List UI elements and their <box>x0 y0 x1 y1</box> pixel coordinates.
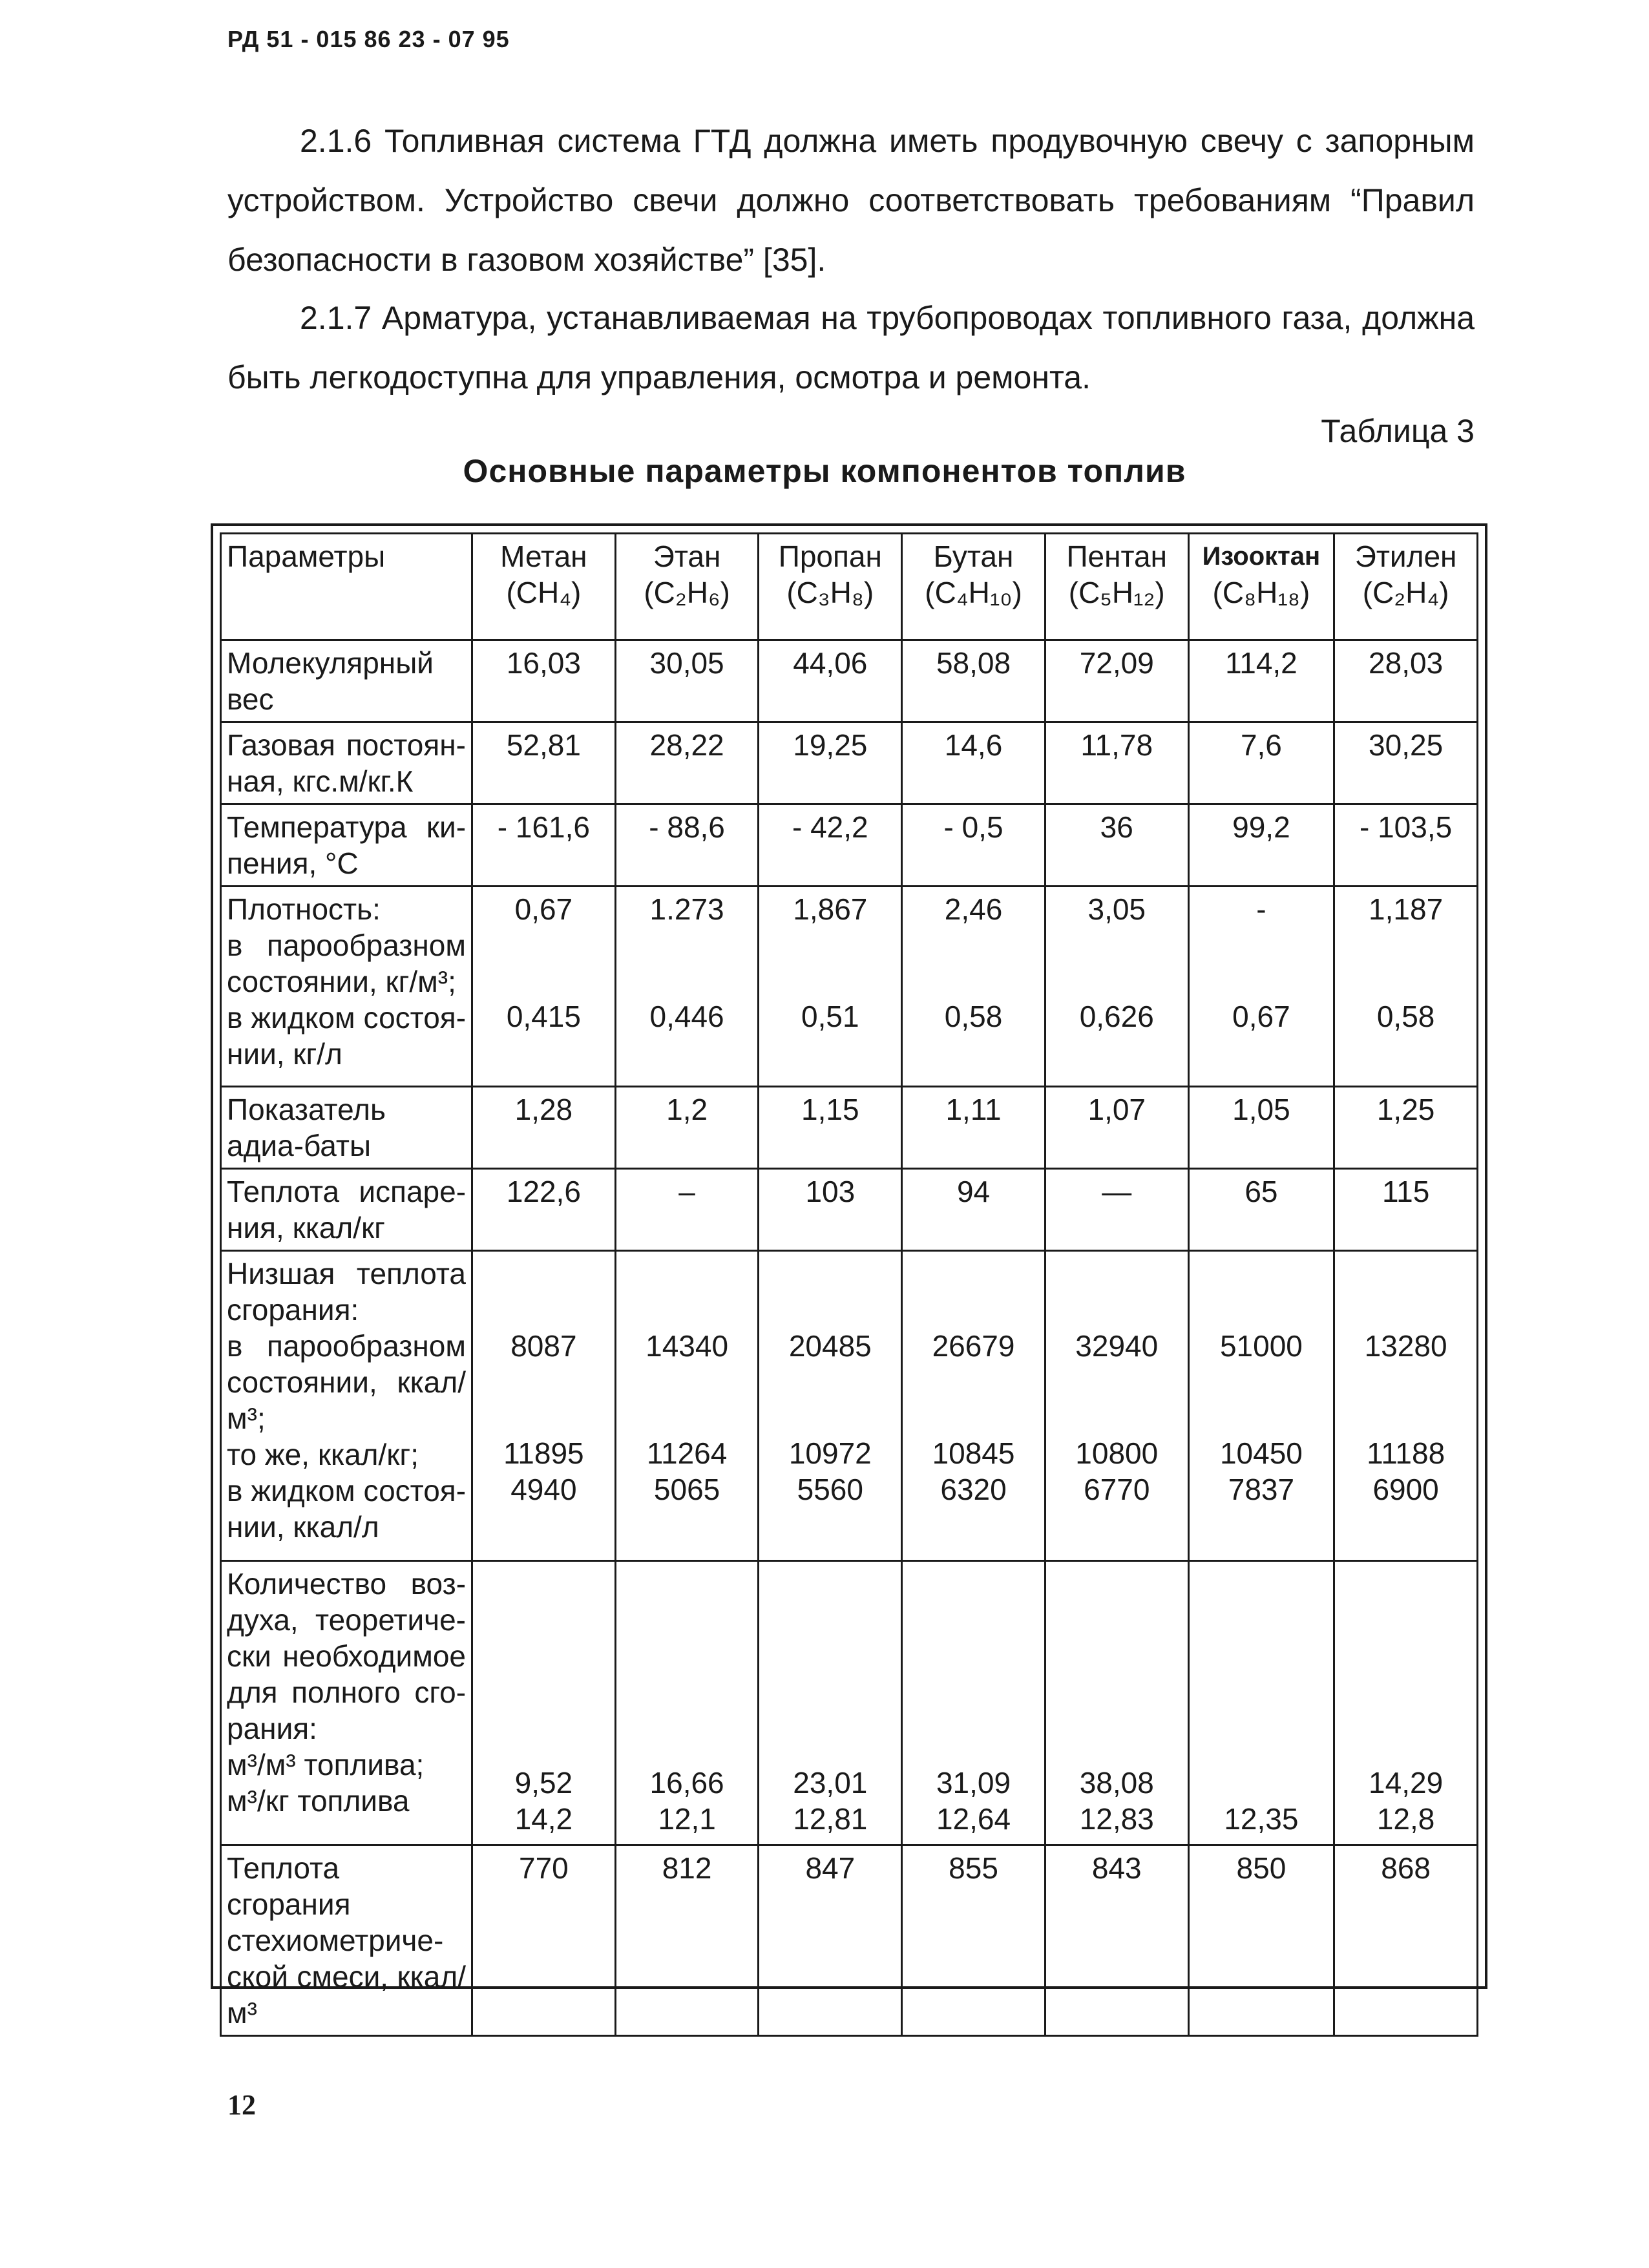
value-cell <box>1188 1087 1334 1169</box>
value-cell <box>1334 640 1478 722</box>
value-cell <box>759 1169 902 1251</box>
row-label-line: Теплота испаре-ния, ккал/кг <box>227 1175 467 1244</box>
cell-value: - 103,5 <box>1360 810 1453 844</box>
column-header-isooctane <box>1188 534 1334 640</box>
cell-value: 1,07 <box>1087 1093 1146 1126</box>
cell-value: 850 <box>1236 1851 1287 1885</box>
cell-value: 28,22 <box>649 728 724 762</box>
cell-value: 3,05 <box>1087 892 1146 926</box>
value-cell <box>472 1169 616 1251</box>
row-label-line: Показатель адиа-баты <box>227 1093 386 1162</box>
table-row <box>221 1845 1478 2036</box>
cell-value: 6770 <box>1084 1473 1150 1506</box>
row-label-line: Количество воз-духа, теоретиче-ски необходимое для полного сго-рания: <box>227 1567 467 1745</box>
value-cell <box>1045 1169 1188 1251</box>
cell-value: 12,35 <box>1224 1802 1299 1836</box>
column-header-propane <box>759 534 902 640</box>
value-cell <box>615 1845 759 2036</box>
cell-value: 12,64 <box>936 1802 1011 1836</box>
cell-value: 14,6 <box>944 728 1003 762</box>
cell-value: 12,83 <box>1079 1802 1154 1836</box>
row-label-cell <box>221 1845 472 2036</box>
cell-value: 0,67 <box>514 892 573 926</box>
value-cell <box>902 1251 1045 1561</box>
cell-value: 14340 <box>646 1329 729 1363</box>
cell-value: 7,6 <box>1240 728 1282 762</box>
column-name: Этилен <box>1354 540 1457 573</box>
column-name: Пентан <box>1066 540 1168 573</box>
value-cell <box>472 640 616 722</box>
cell-value: 23,01 <box>793 1766 868 1800</box>
table-body <box>221 640 1478 2036</box>
column-header-pentane <box>1045 534 1188 640</box>
cell-value: 31,09 <box>936 1766 1011 1800</box>
value-cell <box>1334 722 1478 804</box>
cell-value: 2,46 <box>944 892 1003 926</box>
row-label-cell <box>221 804 472 887</box>
table-row <box>221 1169 1478 1251</box>
cell-value: 10450 <box>1219 1436 1303 1470</box>
table-caption: Таблица 3 <box>1321 413 1475 449</box>
cell-value: 9,52 <box>514 1766 573 1800</box>
value-cell <box>472 804 616 887</box>
document-code: РД 51 - 015 86 23 - 07 95 <box>227 26 510 52</box>
value-cell <box>1045 1561 1188 1845</box>
column-name: Этан <box>653 540 721 573</box>
page-number: 12 <box>227 2089 256 2121</box>
cell-value: 11895 <box>503 1436 584 1470</box>
cell-value: 16,66 <box>649 1766 724 1800</box>
cell-value: 12,8 <box>1376 1802 1435 1836</box>
fuel-parameters-table <box>220 532 1478 2037</box>
cell-value: 103 <box>805 1175 856 1208</box>
value-cell <box>1334 1087 1478 1169</box>
cell-value: 0,67 <box>1232 1000 1290 1033</box>
column-header-ethane <box>615 534 759 640</box>
cell-value: 20485 <box>788 1329 872 1363</box>
value-cell <box>472 1561 616 1845</box>
cell-value: 6320 <box>940 1473 1007 1506</box>
row-label-line: то же, ккал/кг; <box>227 1438 419 1471</box>
value-cell <box>1188 1251 1334 1561</box>
cell-value: 32940 <box>1075 1329 1159 1363</box>
cell-value: - 0,5 <box>943 810 1003 844</box>
value-cell <box>1045 640 1188 722</box>
cell-value: 94 <box>956 1175 991 1208</box>
cell-value: – <box>678 1175 695 1208</box>
cell-value: 0,626 <box>1079 1000 1154 1033</box>
cell-value: 0,51 <box>801 1000 859 1033</box>
cell-value: 13280 <box>1364 1329 1447 1363</box>
cell-value: 843 <box>1091 1851 1142 1885</box>
row-label-cell <box>221 722 472 804</box>
cell-value: 0,58 <box>1376 1000 1435 1033</box>
row-label-line: в парообразном состоянии, кг/м³; <box>227 929 467 998</box>
cell-value: 51000 <box>1219 1329 1303 1363</box>
cell-value: 1,05 <box>1232 1093 1290 1126</box>
value-cell <box>1188 887 1334 1087</box>
cell-value: 1,25 <box>1376 1093 1435 1126</box>
cell-value: 1,187 <box>1369 892 1444 926</box>
table-row <box>221 722 1478 804</box>
cell-value: 44,06 <box>793 646 868 680</box>
value-cell <box>615 640 759 722</box>
row-label-line: Газовая постоян-ная, кгс.м/кг.К <box>227 728 467 798</box>
column-formula: (C₅H₁₂) <box>1068 576 1165 609</box>
value-cell <box>759 640 902 722</box>
cell-value: 8087 <box>510 1329 577 1363</box>
cell-value: 99,2 <box>1232 810 1290 844</box>
cell-value: 38,08 <box>1079 1766 1154 1800</box>
value-cell <box>472 1251 616 1561</box>
cell-value: 1,15 <box>801 1093 859 1126</box>
value-cell <box>1188 640 1334 722</box>
value-cell <box>1334 887 1478 1087</box>
row-label-cell <box>221 1087 472 1169</box>
value-cell <box>759 804 902 887</box>
value-cell <box>902 1845 1045 2036</box>
column-header-ethylene <box>1334 534 1478 640</box>
value-cell <box>615 1087 759 1169</box>
cell-value: 0,446 <box>649 1000 724 1033</box>
value-cell <box>1045 804 1188 887</box>
value-cell <box>615 1561 759 1845</box>
cell-value: 11,78 <box>1080 728 1153 762</box>
cell-value: 65 <box>1245 1175 1278 1208</box>
value-cell <box>615 722 759 804</box>
column-header-parameters <box>221 534 472 640</box>
value-cell <box>472 1845 616 2036</box>
value-cell <box>902 1561 1045 1845</box>
column-formula: (C₄H₁₀) <box>925 576 1022 609</box>
value-cell <box>1334 1845 1478 2036</box>
cell-value: 14,29 <box>1369 1766 1444 1800</box>
value-cell <box>902 640 1045 722</box>
value-cell <box>759 1087 902 1169</box>
value-cell <box>1188 1169 1334 1251</box>
cell-value: 28,03 <box>1369 646 1444 680</box>
column-formula: (CH₄) <box>506 576 582 609</box>
cell-value <box>1195 1765 1329 1801</box>
row-label-cell <box>221 1251 472 1561</box>
value-cell <box>1334 804 1478 887</box>
cell-value: 812 <box>662 1851 712 1885</box>
table-row <box>221 1087 1478 1169</box>
row-label-line: м³/м³ топлива; <box>227 1748 425 1781</box>
row-label-line: Молекулярный вес <box>227 646 434 716</box>
value-cell <box>615 887 759 1087</box>
value-cell <box>1045 722 1188 804</box>
cell-value: 855 <box>949 1851 998 1885</box>
cell-value: 5560 <box>797 1473 863 1506</box>
column-formula: (C₂H₄) <box>1362 576 1449 609</box>
value-cell <box>759 887 902 1087</box>
cell-value: 26679 <box>932 1329 1015 1363</box>
cell-value: 52,81 <box>506 728 581 762</box>
column-name: Пропан <box>778 540 882 573</box>
table-header-row <box>221 534 1478 640</box>
cell-value: 12,81 <box>793 1802 868 1836</box>
column-name: Метан <box>500 540 587 573</box>
row-label-cell <box>221 640 472 722</box>
cell-value: 10800 <box>1075 1436 1159 1470</box>
value-cell <box>615 804 759 887</box>
cell-value: 0,58 <box>944 1000 1003 1033</box>
value-cell <box>1188 804 1334 887</box>
column-name: Параметры <box>227 540 386 573</box>
paragraph-2-1-7: 2.1.7 Арматура, устанавливаемая на трубопроводах топливного газа, должна быть легкодоступна для управления, осмотра и ремонта. <box>227 300 1475 395</box>
cell-value: 770 <box>519 1851 569 1885</box>
cell-value: 58,08 <box>936 646 1011 680</box>
cell-value: 10972 <box>788 1436 872 1470</box>
row-label-line: м³/кг топлива <box>227 1784 410 1818</box>
value-cell <box>902 1087 1045 1169</box>
cell-value: 14,2 <box>514 1802 573 1836</box>
cell-value: 72,09 <box>1079 646 1154 680</box>
fuel-parameters-table-frame <box>211 523 1487 2030</box>
value-cell <box>902 722 1045 804</box>
row-label-line: в жидком состоя-нии, кг/л <box>227 1001 467 1071</box>
value-cell <box>615 1251 759 1561</box>
cell-value: 5065 <box>653 1473 720 1506</box>
value-cell <box>1334 1251 1478 1561</box>
table-row <box>221 1251 1478 1561</box>
cell-value: 11264 <box>646 1436 728 1470</box>
row-label-line: Плотность: <box>227 892 381 926</box>
row-label-line: Теплота сгорания стехиометриче-ской смеси, ккал/м³ <box>227 1851 467 2030</box>
value-cell <box>1334 1561 1478 1845</box>
cell-value: - <box>1256 892 1266 926</box>
cell-value: 1,867 <box>793 892 868 926</box>
cell-value: 1,28 <box>514 1093 573 1126</box>
value-cell <box>1188 1845 1334 2036</box>
row-label-cell <box>221 1561 472 1845</box>
row-label-line: Температура ки-пения, °С <box>227 810 467 880</box>
cell-value: 122,6 <box>506 1175 581 1208</box>
column-header-methane <box>472 534 616 640</box>
value-cell <box>472 887 616 1087</box>
column-formula: (C₃H₈) <box>786 576 874 609</box>
row-label-line: в парообразном состоянии, ккал/м³; <box>227 1329 467 1435</box>
table-title: Основные параметры компонентов топлив <box>463 453 1186 489</box>
cell-value: 16,03 <box>506 646 581 680</box>
row-label-cell <box>221 1169 472 1251</box>
cell-value: 30,25 <box>1369 728 1444 762</box>
column-name: Изооктан <box>1202 542 1321 571</box>
cell-value: 115 <box>1381 1175 1430 1208</box>
value-cell <box>1188 1561 1334 1845</box>
cell-value: 12,1 <box>658 1802 716 1836</box>
value-cell <box>759 1251 902 1561</box>
cell-value: 1,11 <box>945 1093 1002 1126</box>
cell-value: — <box>1102 1175 1132 1208</box>
cell-value: 847 <box>805 1851 856 1885</box>
value-cell <box>902 804 1045 887</box>
column-header-butane <box>902 534 1045 640</box>
cell-value: 868 <box>1381 1851 1431 1885</box>
cell-value: - 42,2 <box>792 810 868 844</box>
value-cell <box>902 887 1045 1087</box>
row-label-line: в жидком состоя-нии, ккал/л <box>227 1474 467 1544</box>
cell-value: 114,2 <box>1225 646 1297 680</box>
cell-value: - 161,6 <box>497 810 590 844</box>
column-formula: (C₂H₆) <box>644 576 730 609</box>
cell-value: 1,2 <box>666 1093 708 1126</box>
paragraph-2-1-6: 2.1.6 Топливная система ГТД должна иметь продувочную свечу с запорным устройством. Устройство свечи должно соответствовать требованиям “Правил безопасности в газовом хозяйстве” [35]. <box>227 123 1475 278</box>
table-row <box>221 887 1478 1087</box>
value-cell <box>759 722 902 804</box>
value-cell <box>472 1087 616 1169</box>
cell-value: 11188 <box>1367 1436 1445 1470</box>
value-cell <box>615 1169 759 1251</box>
cell-value: 10845 <box>932 1436 1015 1470</box>
row-label-line: Низшая теплота сгорания: <box>227 1257 467 1327</box>
table-row <box>221 1561 1478 1845</box>
cell-value: 1.273 <box>649 892 724 926</box>
value-cell <box>902 1169 1045 1251</box>
cell-value: 19,25 <box>793 728 868 762</box>
cell-value: - 88,6 <box>649 810 725 844</box>
cell-value: 7837 <box>1228 1473 1295 1506</box>
cell-value: 6900 <box>1372 1473 1439 1506</box>
cell-value: 4940 <box>510 1473 577 1506</box>
cell-value: 36 <box>1100 810 1133 844</box>
row-label-cell <box>221 887 472 1087</box>
value-cell <box>1334 1169 1478 1251</box>
value-cell <box>472 722 616 804</box>
value-cell <box>1188 722 1334 804</box>
value-cell <box>1045 1087 1188 1169</box>
value-cell <box>1045 887 1188 1087</box>
column-formula: (C₈H₁₈) <box>1212 576 1310 609</box>
table-row <box>221 804 1478 887</box>
value-cell <box>759 1561 902 1845</box>
table-row <box>221 640 1478 722</box>
value-cell <box>1045 1251 1188 1561</box>
cell-value: 30,05 <box>649 646 724 680</box>
value-cell <box>1045 1845 1188 2036</box>
value-cell <box>759 1845 902 2036</box>
column-name: Бутан <box>933 540 1014 573</box>
cell-value: 0,415 <box>506 1000 581 1033</box>
